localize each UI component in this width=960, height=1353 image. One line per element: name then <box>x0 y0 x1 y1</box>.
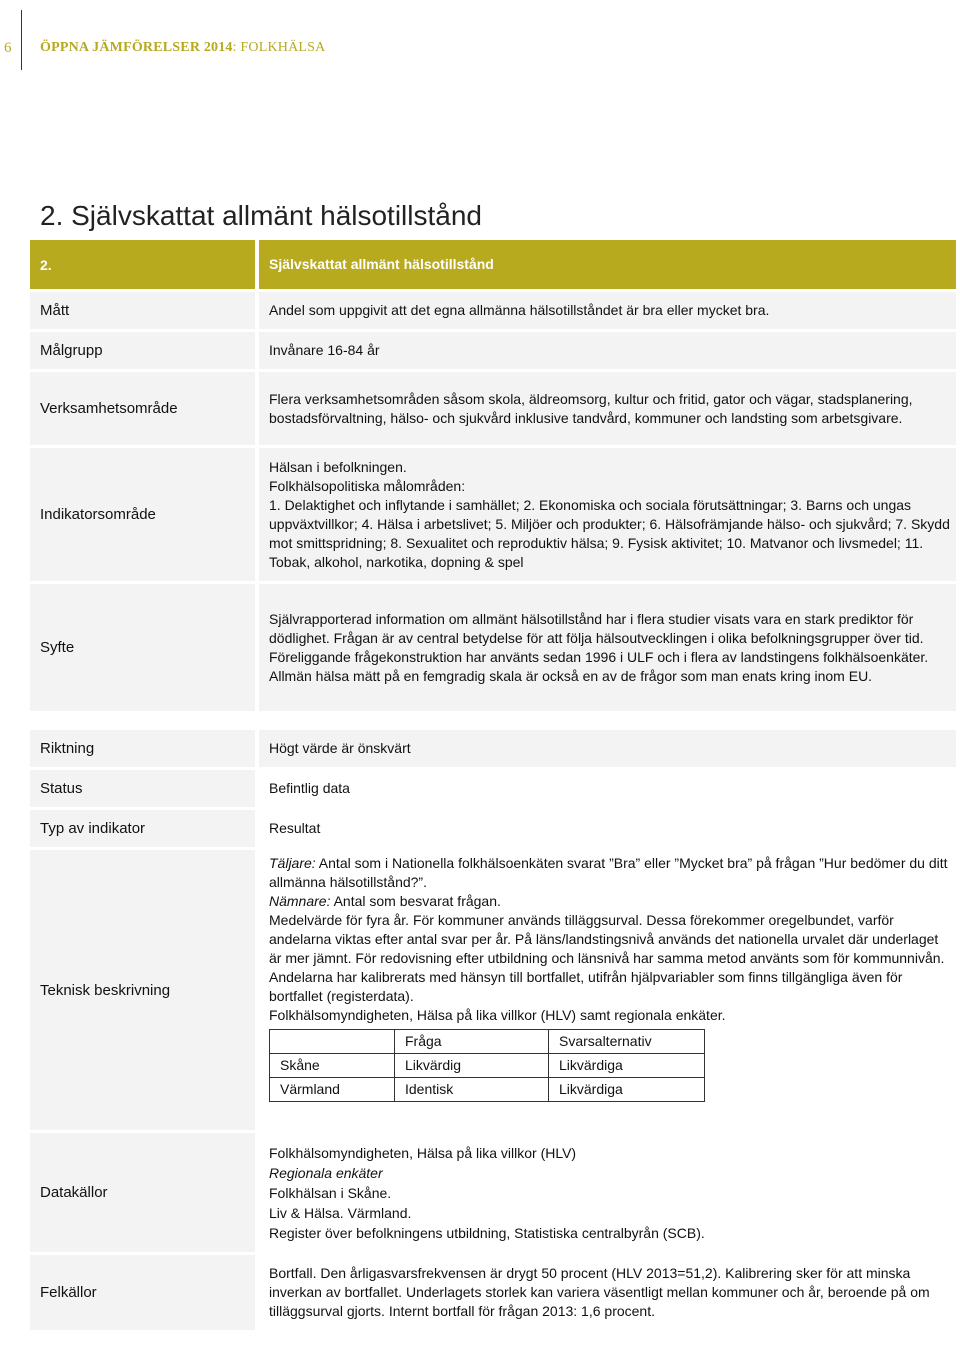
data-line-2-text: Regionala enkäter <box>269 1164 383 1181</box>
value-felkallor-text: Bortfall. Den årligasvarsfrekvensen är drygt 50 procent (HLV 2013=51,2). Kalibrering sker för att minska inverkan av bortfallet. Underlagets storlek kan variera väsentligt mellan kommuner och år, beroende på om tilläggsurval gjorts. Internt bortfall för frågan 2013: 1,6 procent. <box>269 1265 930 1319</box>
label-syfte: Syfte <box>30 584 255 711</box>
indikator-line-3: 1. Delaktighet och inflytande i samhället; 2. Ekonomiska och sociala förutsättningar; 3. Barns och ungas uppväxtvillkor; 4. Hälsa i arbetslivet; 5. Miljöer och produkter; 6. Hälsofrämjande hälso- och sjukvård; 7. Skydd mot smittspridning; 8. Sexualitet och reproduktiv hälsa; 9. Fysisk aktivitet; 10. Matvanor och livsmedel; 11. Tobak, alkohol, narkotika, dopning & spel <box>269 496 950 570</box>
taljare-value: Antal som i Nationella folkhälsoenkäten svarat ”Bra” eller ”Mycket bra” på frågan ”Hur bedömer du ditt allmänna hälsotillstånd?”. <box>269 855 948 890</box>
row-status <box>30 770 956 810</box>
value-typ-text: Resultat <box>269 820 321 836</box>
row-riktning <box>30 730 956 770</box>
details-table <box>30 730 956 1333</box>
sub-cell: Likvärdiga <box>549 1078 705 1102</box>
teknisk-paragraph: Medelvärde för fyra år. För kommuner används tilläggsurval. Dessa förekommer oregelbundet, varför andelarna viktas efter antal svar per år. På läns/landstingsnivå används det nationella urvalet där underlaget är mer jämnt. För redovisning efter utbildning och länsnivå har samma metod använts som för kommunnivån. Andelarna har kalibrerats med hänsyn till bortfallet, utifrån hjälpvariabler som finns tillgängliga även för bortfallet (registerdata). <box>269 912 945 1004</box>
value-teknisk <box>259 850 956 1130</box>
row-syfte <box>30 584 956 714</box>
label-teknisk: Teknisk beskrivning <box>30 850 255 1130</box>
data-line-5: Register över befolkningens utbildning, Statistiska centralbyrån (SCB). <box>269 1224 705 1241</box>
sub-header-cell <box>270 1030 395 1054</box>
value-verksamhet <box>259 372 956 445</box>
value-syfte <box>259 584 956 711</box>
indikator-line-2: Folkhälsopolitiska målområden: <box>269 477 466 494</box>
sub-table-header <box>270 1030 705 1054</box>
row-teknisk <box>30 850 956 1133</box>
sub-header-cell: Fråga <box>395 1030 549 1054</box>
namnare-value: Antal som besvarat frågan. <box>330 893 501 909</box>
sub-cell: Identisk <box>395 1078 549 1102</box>
namnare <box>269 892 950 911</box>
value-indikator <box>259 448 956 581</box>
teknisk-source: Folkhälsomyndigheten, Hälsa på lika villkor (HLV) samt regionala enkäter. <box>269 1007 726 1023</box>
header-divider <box>21 10 22 70</box>
value-matt <box>259 292 956 329</box>
sub-cell: Värmland <box>270 1078 395 1102</box>
value-typ <box>259 810 956 847</box>
value-status <box>259 770 956 807</box>
header-number: 2. <box>30 240 255 289</box>
label-felkallor: Felkällor <box>30 1255 255 1330</box>
data-line-3: Folkhälsan i Skåne. <box>269 1184 392 1201</box>
sub-cell: Likvärdig <box>395 1054 549 1078</box>
table-row <box>270 1078 705 1102</box>
value-matt-text: Andel som uppgivit att det egna allmänna hälsotillståndet är bra eller mycket bra. <box>269 302 770 318</box>
value-verksamhet-text: Flera verksamhetsområden såsom skola, äldreomsorg, kultur och fritid, gator och vägar, stadsplanering, bostadsförvaltning, hälso- och sjukvård inklusive tandvård, kommuner och landsting som arbetsgivare. <box>269 390 913 426</box>
table-header-row <box>30 240 956 292</box>
value-riktning-text: Högt värde är önskvärt <box>269 740 411 756</box>
label-riktning: Riktning <box>30 730 255 767</box>
value-malgrupp <box>259 332 956 369</box>
value-felkallor <box>259 1255 956 1330</box>
label-verksamhet: Verksamhetsområde <box>30 372 255 445</box>
table-row <box>270 1054 705 1078</box>
data-line-4: Liv & Hälsa. Värmland. <box>269 1204 412 1221</box>
row-verksamhet <box>30 372 956 448</box>
header-title-text: Självskattat allmänt hälsotillstånd <box>269 256 494 272</box>
label-status: Status <box>30 770 255 807</box>
data-line-1: Folkhälsomyndigheten, Hälsa på lika villkor (HLV) <box>269 1144 577 1161</box>
page-header <box>0 0 960 110</box>
indicator-table <box>30 240 956 714</box>
value-malgrupp-text: Invånare 16-84 år <box>269 342 380 358</box>
row-typ <box>30 810 956 850</box>
value-datakallor <box>259 1133 956 1252</box>
header-title-bold: ÖPPNA JÄMFÖRELSER 2014 <box>40 40 233 55</box>
data-line-2 <box>269 1163 950 1183</box>
value-syfte-text: Självrapporterad information om allmänt hälsotillstånd har i flera studier visats vara en stark prediktor för dödlighet. Frågan är av central betydelse för att följa hälsoutvecklingen i olika befolkningsgrupper över tid. Föreliggande frågekonstruktion har använts sedan 1996 i ULF och i flera av landstingens folkhälsoenkäter. Allmän hälsa mätt på en femgradig skala är också en av de frågor som man enats kring inom EU. <box>269 610 929 684</box>
value-status-text: Befintlig data <box>269 780 350 796</box>
row-matt <box>30 292 956 332</box>
row-indikator <box>30 448 956 584</box>
survey-comparison-table <box>269 1029 705 1102</box>
row-malgrupp <box>30 332 956 372</box>
indikator-line-1: Hälsan i befolkningen. <box>269 458 407 475</box>
sub-cell: Skåne <box>270 1054 395 1078</box>
label-matt: Mått <box>30 292 255 329</box>
label-datakallor: Datakällor <box>30 1133 255 1252</box>
header-title-cell <box>259 240 956 289</box>
label-typ: Typ av indikator <box>30 810 255 847</box>
sub-header-cell: Svarsalternativ <box>549 1030 705 1054</box>
value-riktning <box>259 730 956 767</box>
sub-cell: Likvärdiga <box>549 1054 705 1078</box>
label-indikator: Indikatorsområde <box>30 448 255 581</box>
row-datakallor <box>30 1133 956 1255</box>
page-number: 6 <box>4 40 12 56</box>
namnare-label: Nämnare: <box>269 893 331 909</box>
header-title-rest: : FOLKHÄLSA <box>232 40 326 55</box>
row-felkallor <box>30 1255 956 1333</box>
section-heading: 2. Självskattat allmänt hälsotillstånd <box>40 200 482 231</box>
taljare-label: Täljare: <box>269 855 316 871</box>
label-malgrupp: Målgrupp <box>30 332 255 369</box>
header-title <box>40 40 325 56</box>
taljare <box>269 854 950 892</box>
